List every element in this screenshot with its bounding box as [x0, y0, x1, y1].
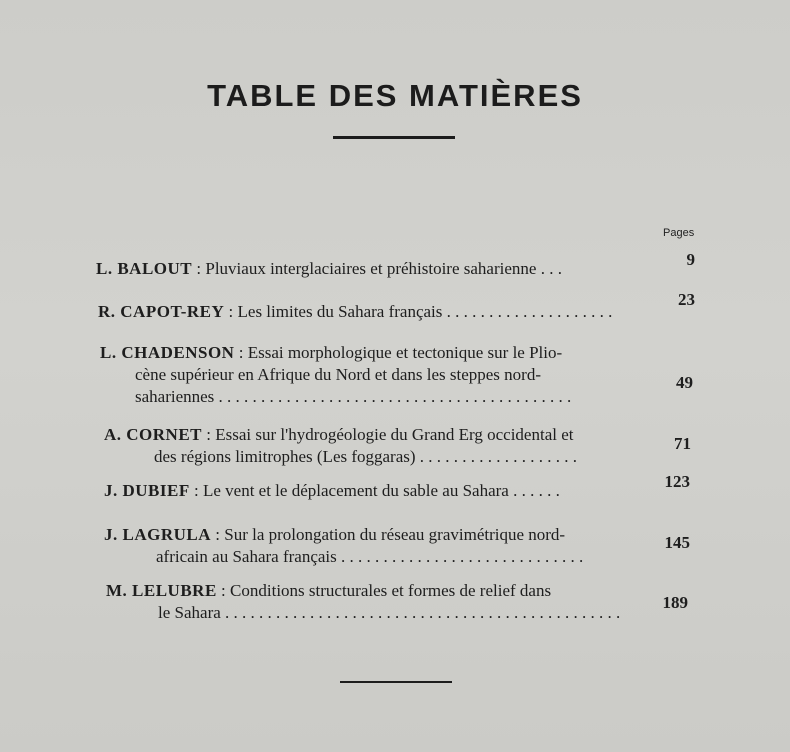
toc-entry	[104, 524, 664, 568]
toc-entry-title: Conditions structurales et formes de relief dans	[230, 581, 552, 600]
toc-entry-author: L. BALOUT	[96, 259, 193, 278]
toc-entry-author: J. DUBIEF	[104, 481, 190, 500]
toc-entry-line: J. DUBIEF : Le vent et le déplacement du sable au Sahara . . . . . .	[104, 481, 560, 500]
toc-entry	[104, 480, 664, 502]
toc-entry-line: J. LAGRULA : Sur la prolongation du réseau gravimétrique nord-	[104, 525, 566, 544]
toc-entry-line: R. CAPOT-REY : Les limites du Sahara français . . . . . . . . . . . . . . . . . . . .	[98, 302, 613, 321]
toc-entry-line: le Sahara . . . . . . . . . . . . . . . . . . . . . . . . . . . . . . . . . . . . . . . . . . . . . . .	[158, 603, 621, 622]
toc-entry-title: Pluviaux interglaciaires et préhistoire saharienne . . .	[205, 259, 562, 278]
toc-entry-line: des régions limitrophes (Les foggaras) . . . . . . . . . . . . . . . . . . .	[154, 447, 578, 466]
toc-entry-page: 49	[676, 373, 693, 392]
toc-entry-page: 145	[664, 533, 690, 552]
toc-entry-page: 23	[678, 290, 695, 309]
toc-entry-title: Essai sur l'hydrogéologie du Grand Erg occidental et	[215, 425, 574, 444]
toc-entry-author: R. CAPOT-REY	[98, 302, 225, 321]
toc-entry-line: cène supérieur en Afrique du Nord et dans les steppes nord-	[135, 365, 541, 384]
toc-entry-page: 9	[686, 250, 695, 269]
toc-entry-title: Les limites du Sahara français . . . . . . . . . . . . . . . . . . . .	[237, 302, 613, 321]
toc-entry-line: L. BALOUT : Pluviaux interglaciaires et préhistoire saharienne . . .	[96, 259, 562, 278]
toc-entry-author: M. LELUBRE	[106, 581, 217, 600]
pages-column-label: Pages	[663, 227, 695, 239]
toc-entry-page: 123	[664, 472, 690, 491]
bottom-rule	[340, 681, 452, 683]
toc-entry-line: sahariennes . . . . . . . . . . . . . . . . . . . . . . . . . . . . . . . . . . . . . . . . . .	[135, 387, 572, 406]
toc-entry-line: M. LELUBRE : Conditions structurales et formes de relief dans	[106, 581, 552, 600]
toc-entry	[106, 580, 666, 624]
toc-entry	[98, 301, 658, 323]
toc-entry-line: A. CORNET : Essai sur l'hydrogéologie du Grand Erg occidental et	[104, 425, 574, 444]
toc-entry-title: Essai morphologique et tectonique sur le Plio-	[247, 343, 563, 362]
toc-entry	[104, 424, 664, 468]
toc-entry-line: africain au Sahara français . . . . . . . . . . . . . . . . . . . . . . . . . . . . .	[156, 547, 584, 566]
toc-entry-line: L. CHADENSON : Essai morphologique et tectonique sur le Plio-	[100, 343, 563, 362]
toc-entry-page: 189	[662, 593, 688, 612]
toc-entry	[96, 258, 656, 280]
toc-entry-author: A. CORNET	[104, 425, 203, 444]
toc-entry-author: L. CHADENSON	[100, 343, 235, 362]
toc-entry-title: Le vent et le déplacement du sable au Sahara . . . . . .	[202, 481, 560, 500]
title-underline	[333, 136, 455, 139]
page-title: TABLE DES MATIÈRES	[207, 78, 583, 113]
toc-entry-title: Sur la prolongation du réseau gravimétrique nord-	[224, 525, 566, 544]
toc-entry-page: 71	[674, 434, 691, 453]
toc-entry-author: J. LAGRULA	[104, 525, 212, 544]
toc-entry	[100, 342, 660, 408]
